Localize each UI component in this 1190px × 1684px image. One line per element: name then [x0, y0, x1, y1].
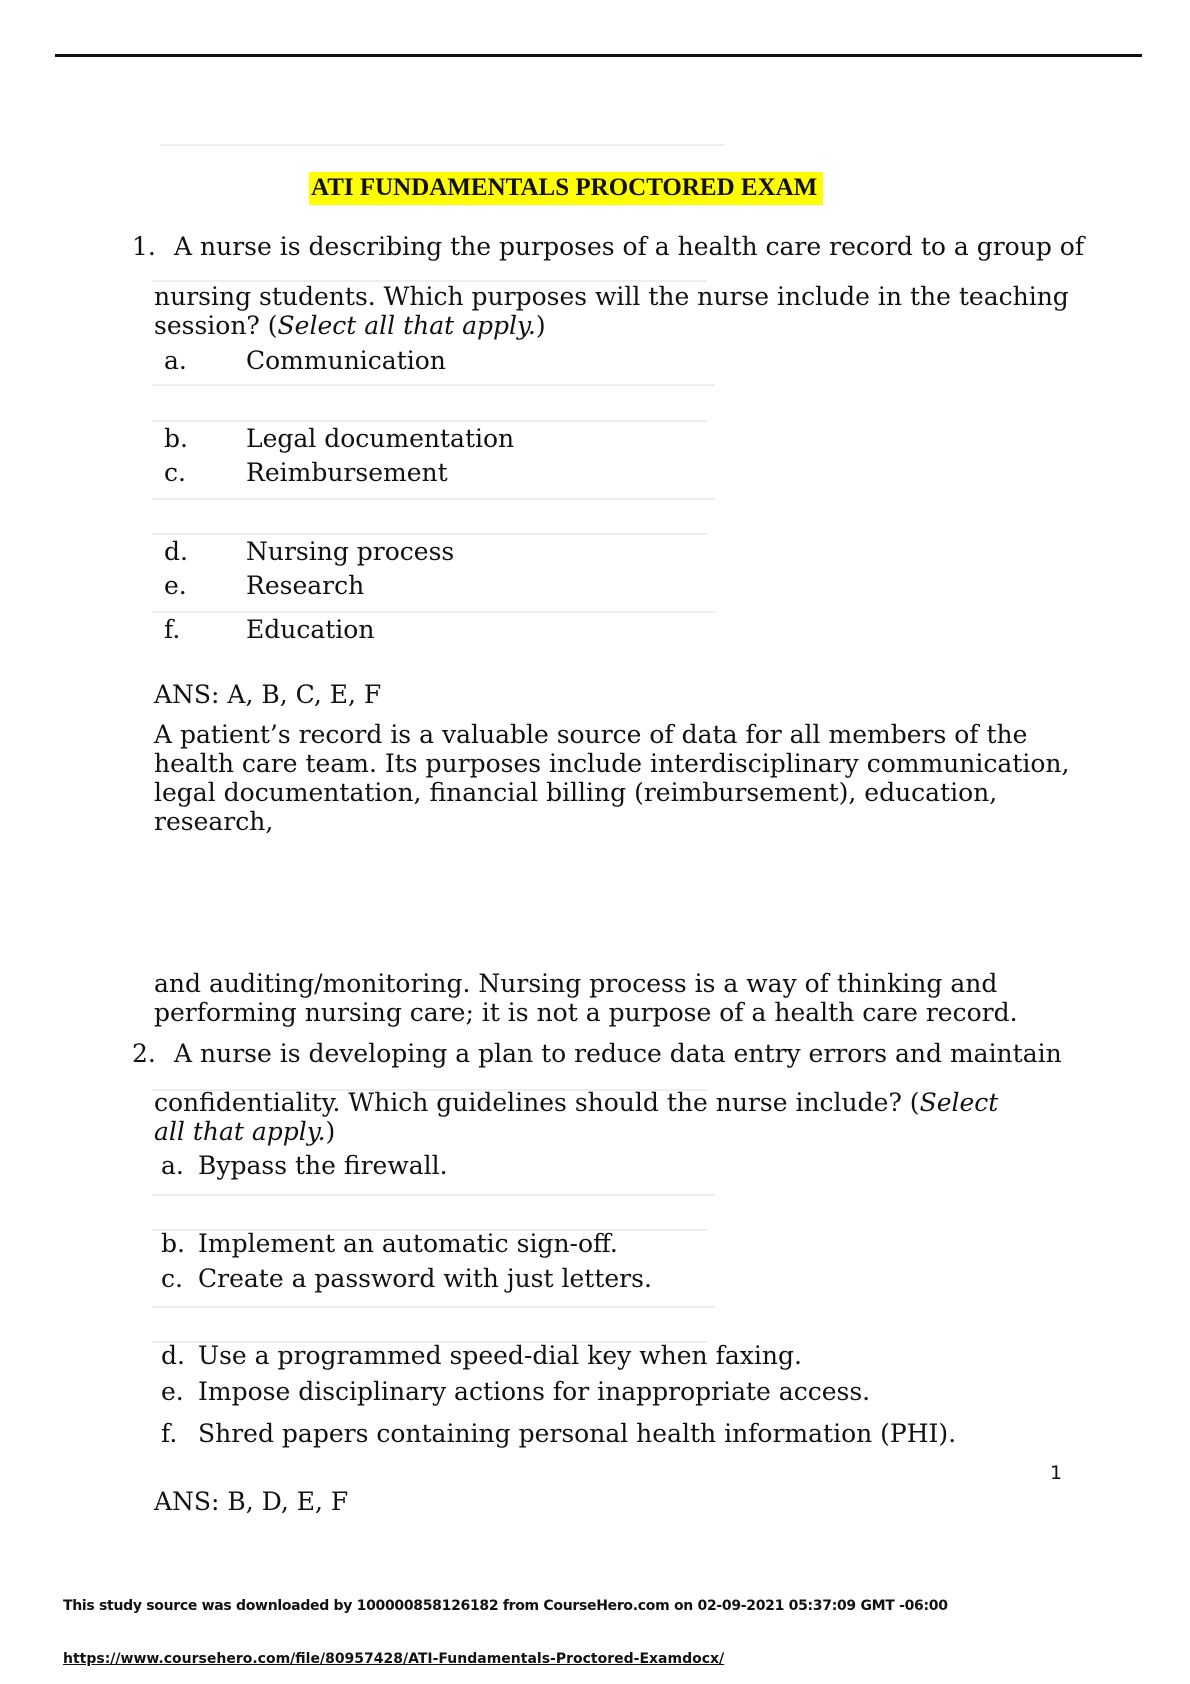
option-letter: d.: [161, 1341, 185, 1370]
option-text: Create a password with just letters.: [198, 1264, 652, 1293]
option-letter: a.: [164, 346, 187, 375]
question-1-stem-line-1: A nurse is describing the purposes of a health care record to a group of: [174, 232, 1085, 261]
stem-text: session? (: [154, 311, 278, 340]
question-2-number: 2.: [132, 1039, 156, 1068]
option-text: Reimbursement: [246, 458, 448, 487]
option-text: Communication: [246, 346, 446, 375]
option-text: Use a programmed speed-dial key when faxing.: [198, 1341, 802, 1370]
divider: [152, 611, 715, 613]
stem-text: ): [325, 1117, 336, 1146]
option-letter: e.: [164, 571, 187, 600]
rationale-line: performing nursing care; it is not a purpose of a health care record.: [154, 998, 1018, 1027]
option-letter: c.: [164, 458, 186, 487]
divider: [152, 1306, 715, 1308]
source-notice: This study source was downloaded by 100000858126182 from CourseHero.com on 02-09-2021 05:37:09 GMT -06:00: [63, 1598, 948, 1614]
header-rule: [55, 54, 1142, 57]
option-text: Impose disciplinary actions for inappropriate access.: [198, 1377, 871, 1406]
select-all-instruction: Select all that apply.: [277, 311, 536, 340]
option-letter: c.: [161, 1264, 183, 1293]
question-1-stem-line-2: nursing students. Which purposes will the nurse include in the teaching: [154, 282, 1069, 311]
question-1-number: 1.: [132, 232, 156, 261]
divider: [152, 533, 707, 535]
option-letter: e.: [161, 1377, 184, 1406]
option-text: Legal documentation: [246, 424, 515, 453]
rationale-line: research,: [154, 807, 274, 836]
option-letter: d.: [164, 537, 188, 566]
option-letter: f.: [164, 615, 181, 644]
source-url-link[interactable]: https://www.coursehero.com/file/80957428/ATI-Fundamentals-Proctored-Examdocx/: [63, 1651, 725, 1667]
page-number: 1: [1050, 1462, 1063, 1484]
option-letter: a.: [161, 1151, 184, 1180]
option-text: Implement an automatic sign-off.: [198, 1229, 618, 1258]
answer-key: ANS: B, D, E, F: [154, 1487, 349, 1516]
divider: [152, 420, 707, 422]
select-all-instruction: Select: [919, 1088, 999, 1117]
option-letter: b.: [161, 1229, 185, 1258]
answer-key: ANS: A, B, C, E, F: [154, 680, 382, 709]
option-text: Shred papers containing personal health information (PHI).: [198, 1419, 957, 1448]
rationale-line: legal documentation, financial billing (reimbursement), education,: [154, 778, 998, 807]
question-2-stem-line-3: [154, 1117, 335, 1147]
rationale-line: and auditing/monitoring. Nursing process is a way of thinking and: [154, 969, 998, 998]
option-text: Education: [246, 615, 375, 644]
rationale-line: A patient’s record is a valuable source of data for all members of the: [154, 720, 1028, 749]
document-title: ATI FUNDAMENTALS PROCTORED EXAM: [309, 172, 823, 205]
question-1-stem-line-3: [154, 311, 546, 341]
option-letter: b.: [164, 424, 188, 453]
option-text: Nursing process: [246, 537, 455, 566]
option-text: Bypass the firewall.: [198, 1151, 448, 1180]
option-letter: f.: [161, 1419, 178, 1448]
divider: [160, 144, 725, 146]
stem-text: ): [535, 311, 546, 340]
divider: [152, 1194, 715, 1196]
question-2-stem-line-2: [154, 1088, 998, 1118]
divider: [152, 384, 715, 386]
option-text: Research: [246, 571, 365, 600]
question-2-stem-line-1: A nurse is developing a plan to reduce data entry errors and maintain: [174, 1039, 1062, 1068]
rationale-line: health care team. Its purposes include interdisciplinary communication,: [154, 749, 1070, 778]
divider: [152, 498, 715, 500]
select-all-instruction: all that apply.: [154, 1117, 326, 1146]
stem-text: confidentiality. Which guidelines should the nurse include? (: [154, 1088, 920, 1117]
